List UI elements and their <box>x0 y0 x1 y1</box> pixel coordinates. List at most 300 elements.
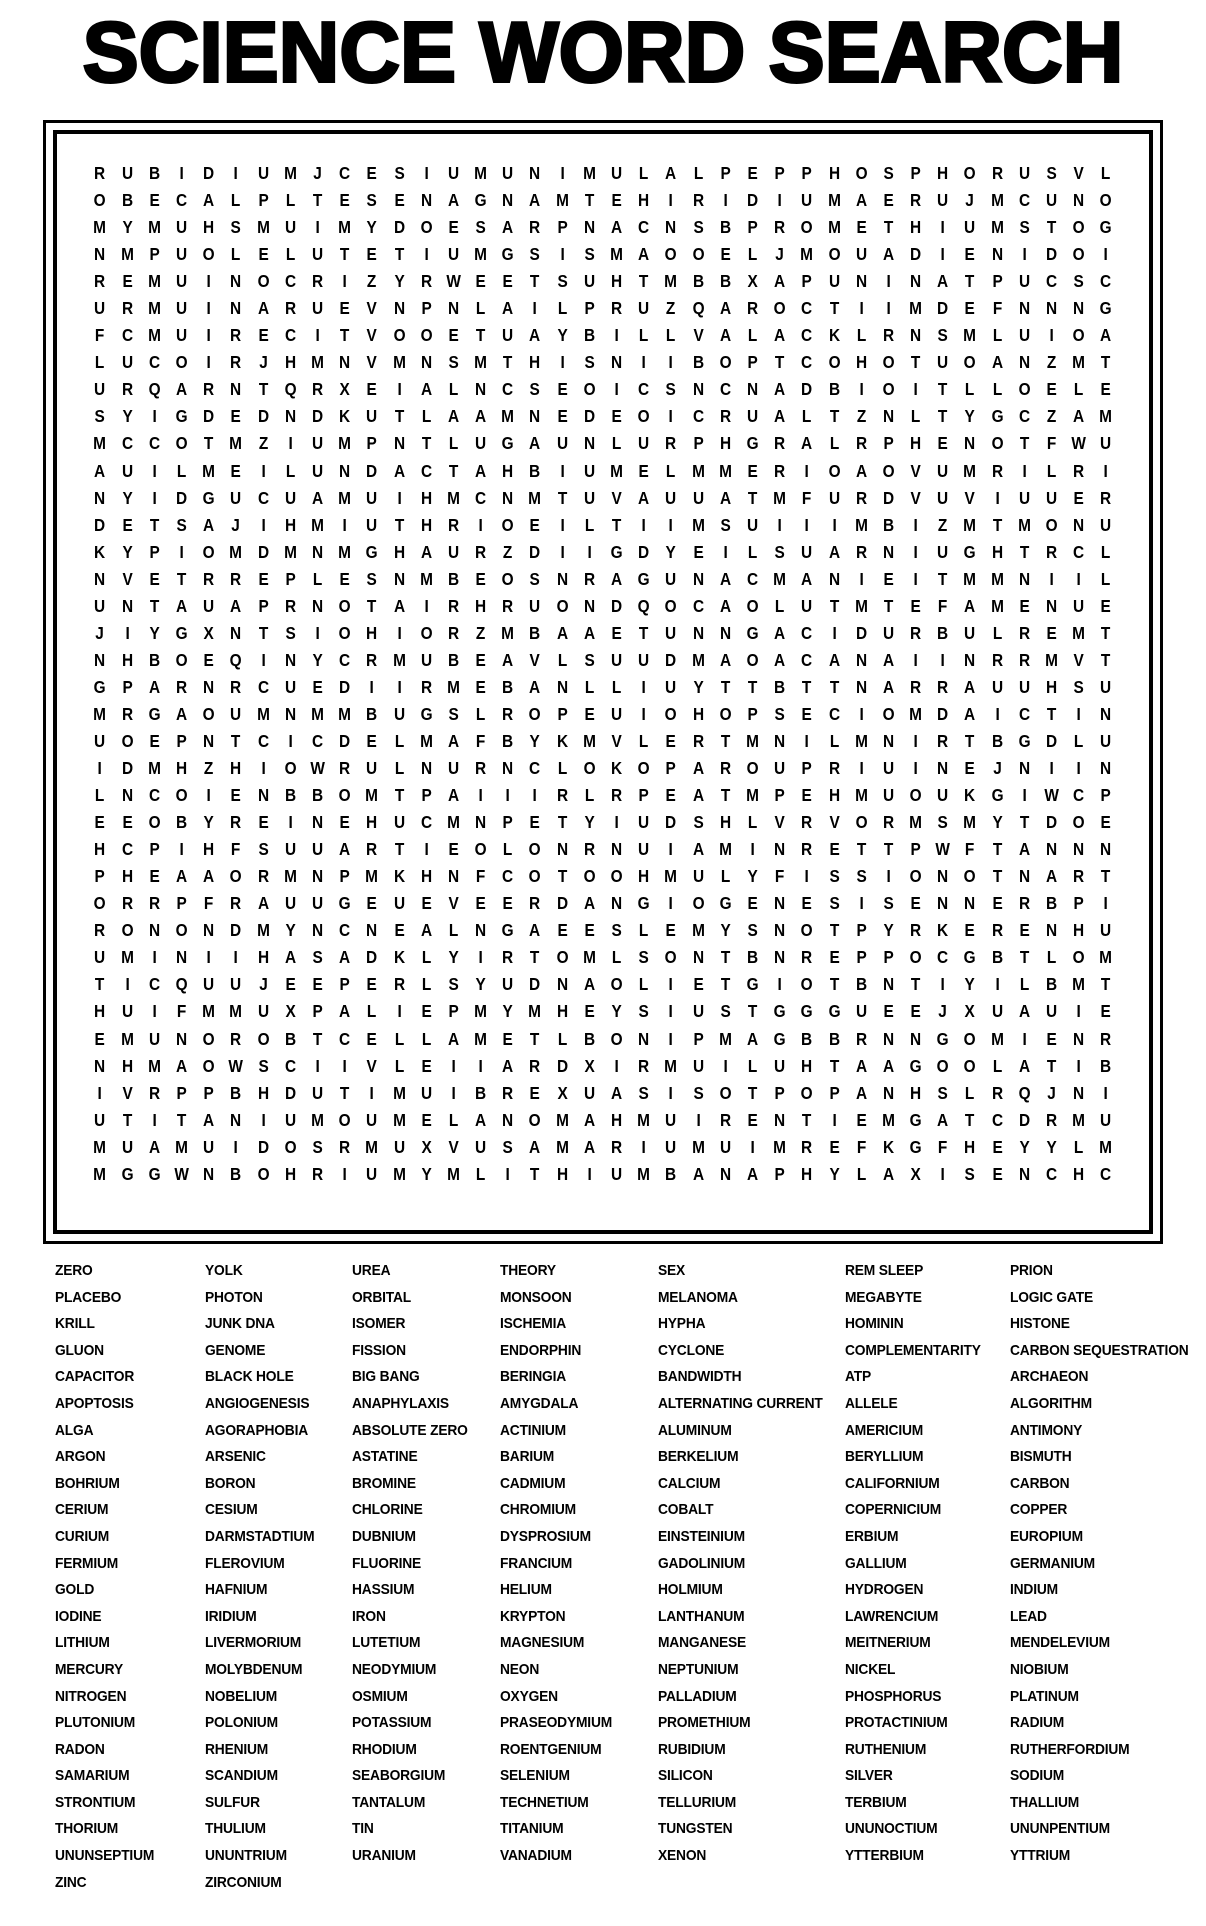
grid-cell: S <box>502 1136 513 1157</box>
grid-cell: C <box>529 758 541 779</box>
grid-cell: I <box>396 487 402 508</box>
grid-cell: M <box>175 1136 189 1157</box>
grid-cell: M <box>120 1028 134 1049</box>
grid-cell: A <box>855 1082 867 1103</box>
word-item: NEODYMIUM <box>352 1660 437 1678</box>
grid-cell: N <box>774 1109 786 1130</box>
grid-cell: M <box>990 190 1004 211</box>
word-item: ZINC <box>55 1873 87 1891</box>
grid-cell: I <box>1022 785 1027 806</box>
grid-cell: I <box>288 731 293 751</box>
grid-cell: S <box>1073 271 1084 292</box>
grid-cell: U <box>284 487 296 508</box>
word-item: OXYGEN <box>500 1687 558 1705</box>
grid-cell: M <box>283 163 297 184</box>
grid-cell: M <box>664 1055 678 1076</box>
grid-cell: R <box>1018 622 1030 643</box>
grid-cell: E <box>421 893 432 914</box>
grid-cell: B <box>583 1028 595 1049</box>
grid-cell: U <box>393 703 405 724</box>
grid-cell: U <box>692 866 704 887</box>
grid-cell: G <box>148 1163 161 1184</box>
grid-cell: L <box>1046 947 1057 968</box>
grid-row <box>86 836 1119 863</box>
grid-cell: A <box>475 406 487 427</box>
grid-cell: U <box>284 676 296 697</box>
grid-cell: U <box>203 1136 215 1157</box>
grid-cell: E <box>992 1163 1003 1184</box>
grid-cell: A <box>1018 1001 1030 1022</box>
grid-cell: I <box>342 1163 347 1184</box>
grid-cell: I <box>831 622 837 643</box>
grid-cell: R <box>366 649 378 670</box>
grid-cell: T <box>965 271 975 292</box>
word-item: UNUNSEPTIUM <box>55 1847 155 1865</box>
grid-cell: A <box>176 1055 188 1076</box>
grid-cell: S <box>1046 163 1057 184</box>
grid-cell: E <box>964 920 976 941</box>
grid-cell: N <box>311 541 324 562</box>
grid-cell: I <box>668 839 674 860</box>
grid-cell: T <box>910 974 921 995</box>
word-item: CERIUM <box>55 1501 109 1519</box>
grid-cell: U <box>937 190 949 211</box>
grid-cell: T <box>1019 947 1030 968</box>
grid-cell: Y <box>720 920 731 941</box>
grid-cell: M <box>555 1136 569 1157</box>
grid-cell: I <box>369 1082 375 1103</box>
grid-cell: U <box>475 433 487 454</box>
grid-cell: I <box>668 406 674 427</box>
grid-cell: R <box>121 379 133 400</box>
grid-cell: V <box>366 325 378 346</box>
word-item: GENOME <box>205 1341 266 1359</box>
grid-cell: M <box>664 866 678 887</box>
grid-cell: T <box>340 325 350 346</box>
grid-cell: K <box>393 947 405 968</box>
grid-cell: M <box>691 649 705 670</box>
grid-cell: N <box>94 1055 106 1076</box>
grid-cell: U <box>420 649 432 670</box>
grid-cell: M <box>501 406 515 427</box>
grid-cell: R <box>1018 893 1030 914</box>
grid-cell: O <box>964 352 977 373</box>
grid-row <box>86 863 1119 890</box>
grid-cell: H <box>556 1001 568 1022</box>
grid-cell: B <box>991 731 1003 751</box>
grid-cell: U <box>311 298 324 319</box>
grid-cell: O <box>556 595 569 616</box>
grid-cell: I <box>723 1055 728 1076</box>
grid-cell: I <box>641 703 646 724</box>
grid-cell: E <box>611 622 622 643</box>
grid-cell: M <box>202 460 216 481</box>
grid-cell: N <box>176 947 188 968</box>
grid-cell: T <box>883 217 894 238</box>
word-item: ISOMER <box>352 1315 406 1333</box>
grid-cell: R <box>339 1136 351 1157</box>
grid-cell: N <box>719 622 731 643</box>
word-item: AMERICIUM <box>845 1421 924 1439</box>
grid-cell: I <box>478 947 483 968</box>
grid-cell: M <box>637 1163 651 1184</box>
grid-cell: I <box>451 1055 456 1076</box>
grid-row <box>86 647 1119 674</box>
grid-cell: R <box>937 676 949 697</box>
grid-cell: C <box>801 352 813 373</box>
grid-cell: T <box>747 676 758 697</box>
grid-cell: N <box>556 974 568 995</box>
word-item: PALLADIUM <box>658 1687 737 1705</box>
grid-cell: V <box>1073 649 1084 670</box>
grid-cell: L <box>775 595 785 616</box>
grid-cell: C <box>801 325 813 346</box>
grid-cell: I <box>179 839 184 860</box>
word-item: FRANCIUM <box>500 1554 573 1572</box>
grid-row <box>86 241 1119 268</box>
grid-cell: I <box>1076 1001 1081 1022</box>
grid-cell: T <box>204 433 214 454</box>
grid-cell: E <box>720 244 731 265</box>
grid-row <box>86 1161 1119 1188</box>
grid-cell: N <box>94 649 106 670</box>
grid-cell: E <box>584 703 595 724</box>
grid-cell: R <box>420 271 432 292</box>
grid-cell: U <box>1018 487 1030 508</box>
grid-cell: L <box>747 1055 758 1076</box>
grid-cell: M <box>311 703 324 724</box>
grid-cell: C <box>692 406 704 427</box>
grid-cell: O <box>121 731 134 751</box>
grid-cell: P <box>665 758 677 779</box>
grid-cell: T <box>421 433 431 454</box>
word-item: POTASSIUM <box>352 1714 432 1732</box>
grid-cell: M <box>147 271 161 292</box>
grid-cell: P <box>448 1001 459 1022</box>
grid-cell: C <box>176 190 188 211</box>
grid-cell: P <box>883 947 894 968</box>
word-item: CHROMIUM <box>500 1501 576 1519</box>
grid-cell: U <box>121 1136 133 1157</box>
grid-row <box>86 971 1119 998</box>
grid-cell: H <box>991 541 1003 562</box>
grid-cell: M <box>365 785 379 806</box>
grid-cell: N <box>611 352 623 373</box>
word-item: EINSTEINIUM <box>658 1527 745 1545</box>
word-item: TITANIUM <box>500 1820 564 1838</box>
word-item: SEABORGIUM <box>352 1767 446 1785</box>
grid-cell: Y <box>122 487 133 508</box>
word-item: BARIUM <box>500 1448 555 1466</box>
grid-cell: M <box>256 920 270 941</box>
grid-cell: L <box>992 379 1002 400</box>
grid-cell: N <box>1018 568 1030 589</box>
grid-cell: E <box>801 785 813 806</box>
grid-cell: N <box>420 352 432 373</box>
grid-cell: P <box>584 298 595 319</box>
word-item: ORBITAL <box>352 1288 412 1306</box>
grid-cell: B <box>882 514 895 535</box>
grid-cell: L <box>611 433 622 454</box>
grid-cell: M <box>528 1001 542 1022</box>
grid-cell: G <box>828 1001 841 1022</box>
grid-cell: N <box>203 676 215 697</box>
grid-cell: D <box>801 379 813 400</box>
grid-cell: O <box>828 460 841 481</box>
grid-cell: R <box>828 758 840 779</box>
grid-cell: L <box>557 649 567 670</box>
word-column <box>205 1258 352 1896</box>
grid-cell: R <box>638 1055 650 1076</box>
grid-cell: U <box>393 893 405 914</box>
grid-cell: U <box>746 514 759 535</box>
grid-cell: P <box>774 1163 785 1184</box>
grid-cell: H <box>638 190 650 211</box>
grid-cell: I <box>886 271 891 292</box>
word-item: SCANDIUM <box>205 1767 278 1785</box>
grid-cell: O <box>855 812 868 833</box>
grid-cell: E <box>149 866 160 887</box>
grid-cell: N <box>692 622 704 643</box>
grid-cell: V <box>611 731 622 751</box>
grid-cell: L <box>747 812 758 833</box>
grid-cell: N <box>257 785 269 806</box>
grid-cell: H <box>611 1109 623 1130</box>
grid-cell: C <box>801 298 813 319</box>
grid-cell: U <box>937 352 949 373</box>
grid-cell: L <box>639 325 649 346</box>
grid-cell: L <box>611 676 622 697</box>
grid-cell: E <box>366 244 378 265</box>
grid-cell: A <box>230 595 242 616</box>
grid-cell: I <box>723 190 728 211</box>
grid-cell: P <box>176 1082 187 1103</box>
word-item: PLUTONIUM <box>55 1714 136 1732</box>
grid-cell: Q <box>284 379 297 400</box>
grid-cell: A <box>774 271 786 292</box>
grid-cell: I <box>668 1028 674 1049</box>
grid-cell: Y <box>584 812 595 833</box>
grid-cell: M <box>419 568 433 589</box>
grid-cell: N <box>556 676 568 697</box>
word-item: EUROPIUM <box>1010 1527 1083 1545</box>
grid-cell: Y <box>1019 1136 1030 1157</box>
grid-cell: L <box>557 758 567 779</box>
grid-cell: J <box>965 190 975 211</box>
grid-cell: A <box>420 920 432 941</box>
grid-cell: I <box>560 163 565 184</box>
grid-cell: N <box>420 190 432 211</box>
grid-cell: U <box>447 163 460 184</box>
grid-cell: L <box>611 947 622 968</box>
grid-cell: I <box>1103 1082 1109 1103</box>
grid-cell: M <box>854 595 868 616</box>
grid-cell: V <box>122 1082 133 1103</box>
grid-cell: A <box>447 190 460 211</box>
grid-cell: A <box>638 244 650 265</box>
word-item: CALIFORNIUM <box>845 1474 940 1492</box>
word-item: PLATINUM <box>1010 1687 1079 1705</box>
grid-cell: D <box>176 487 188 508</box>
word-item: HYPHA <box>658 1315 706 1333</box>
grid-cell: I <box>179 541 184 562</box>
grid-cell: B <box>665 1163 677 1184</box>
grid-cell: I <box>206 325 211 346</box>
grid-cell: H <box>366 622 378 643</box>
grid-cell: P <box>828 1082 840 1103</box>
grid-cell: N <box>1073 298 1085 319</box>
grid-cell: N <box>475 920 487 941</box>
grid-cell: R <box>230 812 242 833</box>
grid-cell: N <box>1073 839 1085 860</box>
grid-cell: Y <box>529 731 541 751</box>
word-item: HELIUM <box>500 1581 552 1599</box>
grid-cell: Y <box>122 217 133 238</box>
grid-cell: N <box>746 379 759 400</box>
grid-cell: M <box>447 487 460 508</box>
grid-cell: Y <box>475 974 486 995</box>
word-item: MOLYBDENUM <box>205 1660 303 1678</box>
grid-cell: I <box>668 893 674 914</box>
word-item: MERCURY <box>55 1660 123 1678</box>
grid-cell: P <box>366 433 378 454</box>
grid-cell: L <box>367 1001 377 1022</box>
grid-cell: L <box>584 676 595 697</box>
grid-cell: E <box>122 271 133 292</box>
grid-cell: I <box>125 974 130 995</box>
grid-cell: A <box>774 649 786 670</box>
grid-cell: E <box>638 460 649 481</box>
grid-cell: L <box>747 325 758 346</box>
grid-cell: U <box>556 433 568 454</box>
grid-cell: H <box>910 433 922 454</box>
grid-cell: U <box>203 595 215 616</box>
grid-cell: T <box>720 785 731 806</box>
word-item: STRONTIUM <box>55 1793 136 1811</box>
grid-cell: M <box>256 703 270 724</box>
word-item: LUTETIUM <box>352 1634 421 1652</box>
grid-cell: A <box>964 595 976 616</box>
grid-cell: P <box>557 703 568 724</box>
grid-cell: O <box>664 595 677 616</box>
grid-cell: U <box>1046 487 1058 508</box>
grid-cell: B <box>719 217 731 238</box>
grid-cell: M <box>311 352 324 373</box>
grid-cell: I <box>532 298 538 319</box>
word-item: PHOSPHORUS <box>845 1687 942 1705</box>
grid-cell: B <box>719 271 731 292</box>
grid-cell: O <box>556 947 569 968</box>
grid-cell: T <box>720 947 731 968</box>
grid-cell: R <box>855 487 867 508</box>
grid-cell: T <box>829 595 839 616</box>
grid-cell: H <box>230 758 242 779</box>
grid-cell: B <box>148 163 160 184</box>
word-column <box>845 1258 1010 1896</box>
grid-cell: R <box>529 217 541 238</box>
grid-cell: U <box>366 758 378 779</box>
grid-cell: N <box>964 433 976 454</box>
grid-cell: X <box>584 1055 595 1076</box>
grid-cell: E <box>910 595 921 616</box>
grid-cell: M <box>338 217 352 238</box>
grid-cell: L <box>856 1163 866 1184</box>
grid-cell: O <box>773 298 786 319</box>
grid-cell: E <box>203 649 214 670</box>
grid-cell: R <box>719 1109 731 1130</box>
grid-cell: U <box>94 731 106 751</box>
word-item: HISTONE <box>1010 1315 1070 1333</box>
grid-cell: R <box>611 1136 623 1157</box>
grid-cell: A <box>284 947 296 968</box>
grid-cell: M <box>93 217 107 238</box>
word-item: CARBON <box>1010 1474 1070 1492</box>
grid-cell: M <box>392 1082 406 1103</box>
grid-cell: O <box>964 1055 977 1076</box>
grid-cell: M <box>963 812 977 833</box>
grid-cell: C <box>121 433 133 454</box>
grid-cell: V <box>529 649 541 670</box>
word-item: RADIUM <box>1010 1714 1065 1732</box>
puzzle-box-outer-border <box>43 120 1163 1244</box>
grid-cell: H <box>1073 920 1085 941</box>
grid-cell: E <box>828 839 840 860</box>
grid-cell: U <box>311 893 324 914</box>
grid-cell: O <box>393 325 406 346</box>
grid-cell: T <box>611 514 622 535</box>
grid-cell: Y <box>992 812 1003 833</box>
grid-cell: H <box>719 812 731 833</box>
word-item: PHOTON <box>205 1288 263 1306</box>
grid-cell: D <box>257 541 269 562</box>
grid-cell: S <box>774 703 785 724</box>
grid-cell: U <box>203 974 215 995</box>
grid-cell: C <box>339 163 351 184</box>
grid-cell: L <box>95 785 105 806</box>
word-item: COPERNICIUM <box>845 1501 942 1519</box>
grid-cell: O <box>800 217 813 238</box>
word-item: SILVER <box>845 1767 893 1785</box>
grid-cell: A <box>855 460 867 481</box>
grid-cell: N <box>393 568 405 589</box>
grid-cell: M <box>691 920 705 941</box>
grid-cell: L <box>312 568 323 589</box>
grid-cell: N <box>284 649 296 670</box>
grid-cell: I <box>233 947 239 968</box>
grid-cell: R <box>1100 1028 1112 1049</box>
grid-cell: N <box>1018 758 1030 779</box>
grid-cell: R <box>148 1082 160 1103</box>
grid-cell: I <box>261 460 266 481</box>
grid-cell: I <box>913 731 918 751</box>
grid-cell: U <box>502 325 514 346</box>
grid-cell: M <box>827 190 841 211</box>
grid-cell: P <box>856 920 867 941</box>
grid-cell: I <box>451 1082 456 1103</box>
grid-cell: V <box>611 487 622 508</box>
grid-cell: T <box>394 785 404 806</box>
grid-cell: S <box>883 893 894 914</box>
word-item: RUBIDIUM <box>658 1740 726 1758</box>
grid-cell: N <box>1100 703 1112 724</box>
grid-cell: A <box>393 595 405 616</box>
grid-cell: D <box>393 217 405 238</box>
grid-cell: R <box>121 893 133 914</box>
grid-cell: S <box>693 812 704 833</box>
grid-cell: A <box>801 433 813 454</box>
grid-cell: T <box>176 1109 187 1130</box>
grid-cell: U <box>828 487 840 508</box>
